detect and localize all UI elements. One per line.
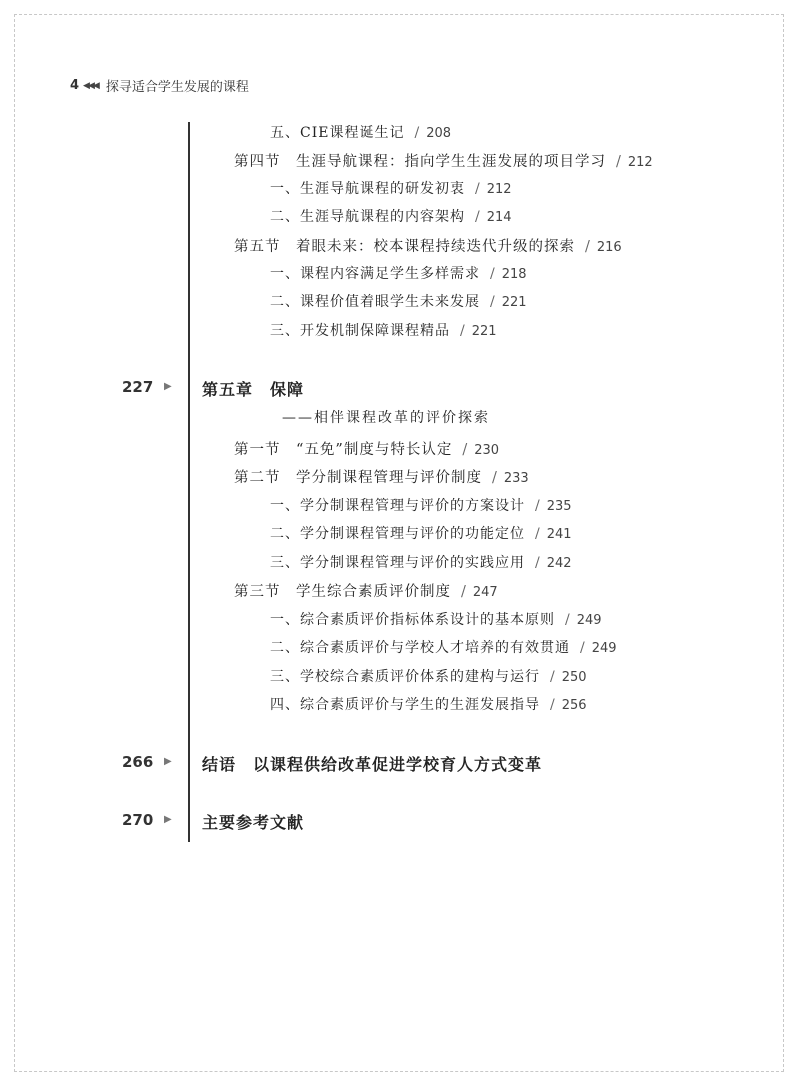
references-title[interactable]: 主要参考文献 [202, 813, 305, 832]
toc-entry[interactable]: 一、生涯导航课程的研发初衷 / 212 [270, 181, 512, 197]
toc-section[interactable]: 第二节 学分制课程管理与评价制度 / 233 [234, 470, 529, 486]
chapter-title[interactable]: 第五章 保障 [202, 380, 305, 399]
toc-section[interactable]: 第三节 学生综合素质评价制度 / 247 [234, 584, 498, 600]
conclusion-page-number: 266 [122, 753, 154, 771]
toc-entry[interactable]: 一、课程内容满足学生多样需求 / 218 [270, 266, 527, 282]
toc-entry[interactable]: 二、生涯导航课程的内容架构 / 214 [270, 209, 512, 225]
triangle-marker-icon: ▶ [164, 756, 172, 767]
toc-entry[interactable]: 三、学校综合素质评价体系的建构与运行 / 250 [270, 669, 587, 685]
toc-vertical-rule [188, 122, 190, 842]
running-header [70, 76, 249, 95]
toc-entry[interactable]: 二、学分制课程管理与评价的功能定位 / 241 [270, 526, 572, 542]
toc-section[interactable]: 第一节 “五免”制度与特长认定 / 230 [234, 442, 500, 458]
header-book-title: 探寻适合学生发展的课程 [105, 80, 249, 95]
toc-entry[interactable]: 一、学分制课程管理与评价的方案设计 / 235 [270, 498, 572, 514]
toc-entry[interactable]: 三、开发机制保障课程精品 / 221 [270, 323, 497, 339]
toc-section[interactable]: 第四节 生涯导航课程：指向学生生涯发展的项目学习 / 212 [234, 154, 653, 170]
toc-entry[interactable]: 三、学分制课程管理与评价的实践应用 / 242 [270, 555, 572, 571]
triangle-marker-icon: ▶ [164, 381, 172, 392]
conclusion-title[interactable]: 结语 以课程供给改革促进学校育人方式变革 [202, 755, 543, 774]
references-page-number: 270 [122, 811, 154, 829]
toc-entry[interactable]: 二、综合素质评价与学校人才培养的有效贯通 / 249 [270, 640, 617, 656]
toc-entry[interactable]: 五、CIE课程诞生记 / 208 [270, 125, 452, 141]
toc-entry[interactable]: 四、综合素质评价与学生的生涯发展指导 / 256 [270, 697, 587, 713]
chapter-page-number: 227 [122, 378, 154, 396]
toc-entry[interactable]: 一、综合素质评价指标体系设计的基本原则 / 249 [270, 612, 602, 628]
triangle-marker-icon: ▶ [164, 814, 172, 825]
chapter-subtitle: ——相伴课程改革的评价探索 [282, 410, 490, 426]
toc-entry[interactable]: 二、课程价值着眼学生未来发展 / 221 [270, 294, 527, 310]
page-border [14, 14, 784, 1072]
header-page-number: 4 [70, 78, 80, 93]
header-arrows-icon: ◀◀◀ [83, 80, 98, 91]
toc-section[interactable]: 第五节 着眼未来：校本课程持续迭代升级的探索 / 216 [234, 239, 622, 255]
